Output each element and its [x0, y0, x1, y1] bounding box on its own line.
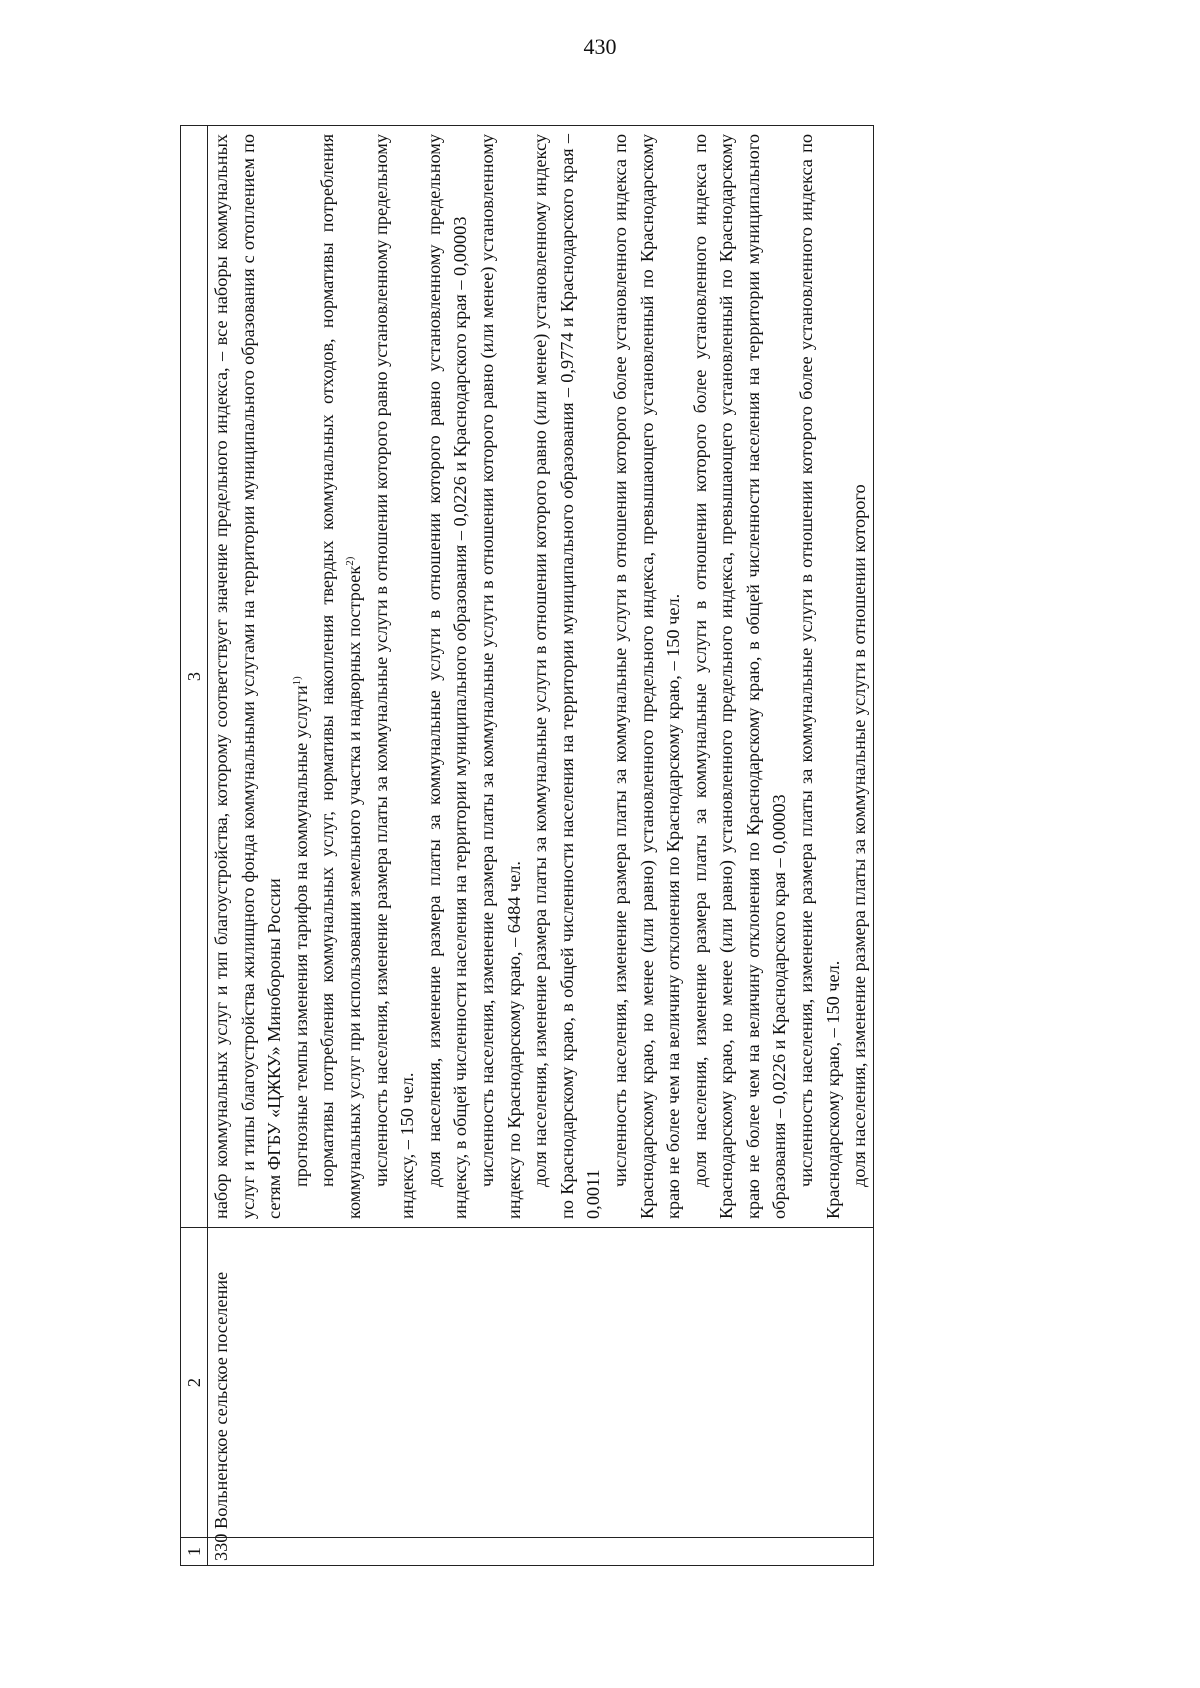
description-cell [208, 126, 874, 1228]
tariff-table [180, 125, 874, 1566]
column-header-1: 1 [181, 1538, 208, 1566]
paragraph-text: доля населения, изменение размера платы за коммунальные услуги в отношении которого равно установленному предельному индексу, в общей численности населения на территории муниципального образования – 0,0226 и Краснодарского края – 0,00003 [423, 134, 471, 1219]
description-paragraph [527, 134, 607, 1219]
paragraph-text: нормативы потребления коммунальных услуг, нормативы накопления твердых коммунальных отходов, нормативы потребления коммунальных услуг при использовании земельного участка и надворных построек [317, 134, 364, 1219]
paragraph-text: численность населения, изменение размера платы за коммунальные услуги в отношении которого равно (или менее) установленному индексу по Краснодарскому краю, – 6484 чел. [476, 134, 524, 1219]
paragraph-text: набор коммунальных услуг и тип благоустройства, которому соответствует значение предельного индекса, – все наборы коммунальных услуг и типы благоустройства жилищного фонда коммунальными услугами на территории муниципального образования с отоплением по сетям ФГБУ «ЦЖКУ» Минобороны России [211, 134, 285, 1219]
table-row [208, 126, 874, 1566]
description-paragraph [687, 134, 793, 1219]
table-header-row [181, 126, 208, 1566]
column-header-3: 3 [181, 126, 208, 1228]
paragraph-text: численность населения, изменение размера платы за коммунальные услуги в отношении которого более установленного индекса по Краснодарскому краю, но менее (или равно) установленного предельного индекса, превышающего установленный по Краснодарскому краю не более чем на величину отклонения по Краснодарскому краю, – 150 чел. [609, 134, 684, 1219]
rotated-table-container [180, 126, 1080, 1566]
paragraph-text: прогнозные темпы изменения тарифов на коммунальные услуги [290, 685, 311, 1187]
description-paragraph [793, 134, 846, 1219]
page-number: 430 [583, 34, 617, 59]
column-header-2: 2 [181, 1228, 208, 1538]
description-paragraph [607, 134, 687, 1219]
description-paragraph [474, 134, 527, 1219]
description-paragraph [288, 134, 315, 1219]
description-paragraph [846, 134, 873, 1219]
settlement-name: Вольненское сельское поселение [208, 1228, 874, 1538]
footnote-reference: 2) [343, 556, 356, 566]
description-paragraph [208, 134, 288, 1219]
description-paragraph [368, 134, 421, 1219]
footnote-reference: 1) [290, 676, 303, 686]
paragraph-text: доля населения, изменение размера платы за коммунальные услуги в отношении которого более установленного индекса по Краснодарскому краю, но менее (или равно) установленного предельного индекса, превышающего установленный по Краснодарскому краю не более чем на величину отклонения по Краснодарскому краю, в общей численности населения на территории муниципального образования – 0,0226 и Краснодарского края – 0,00003 [689, 134, 790, 1219]
description-paragraph [314, 134, 367, 1219]
paragraph-text: численность населения, изменение размера платы за коммунальные услуги в отношении которого равно установленному предельному индексу, – 150 чел. [370, 134, 418, 1219]
description-paragraph [421, 134, 474, 1219]
paragraph-text: доля населения, изменение размера платы за коммунальные услуги в отношении которого равно (или менее) установленному индексу по Краснодарскому краю, в общей численности населения на территории муниципального образования – 0,9774 и Краснодарского края – 0,0011 [530, 134, 604, 1219]
paragraph-text: доля населения, изменение размера платы за коммунальные услуги в отношении которого [849, 484, 870, 1187]
paragraph-text: численность населения, изменение размера платы за коммунальные услуги в отношении которого более установленного индекса по Краснодарскому краю, – 150 чел. [796, 134, 843, 1219]
row-number: 330 [208, 1538, 874, 1566]
